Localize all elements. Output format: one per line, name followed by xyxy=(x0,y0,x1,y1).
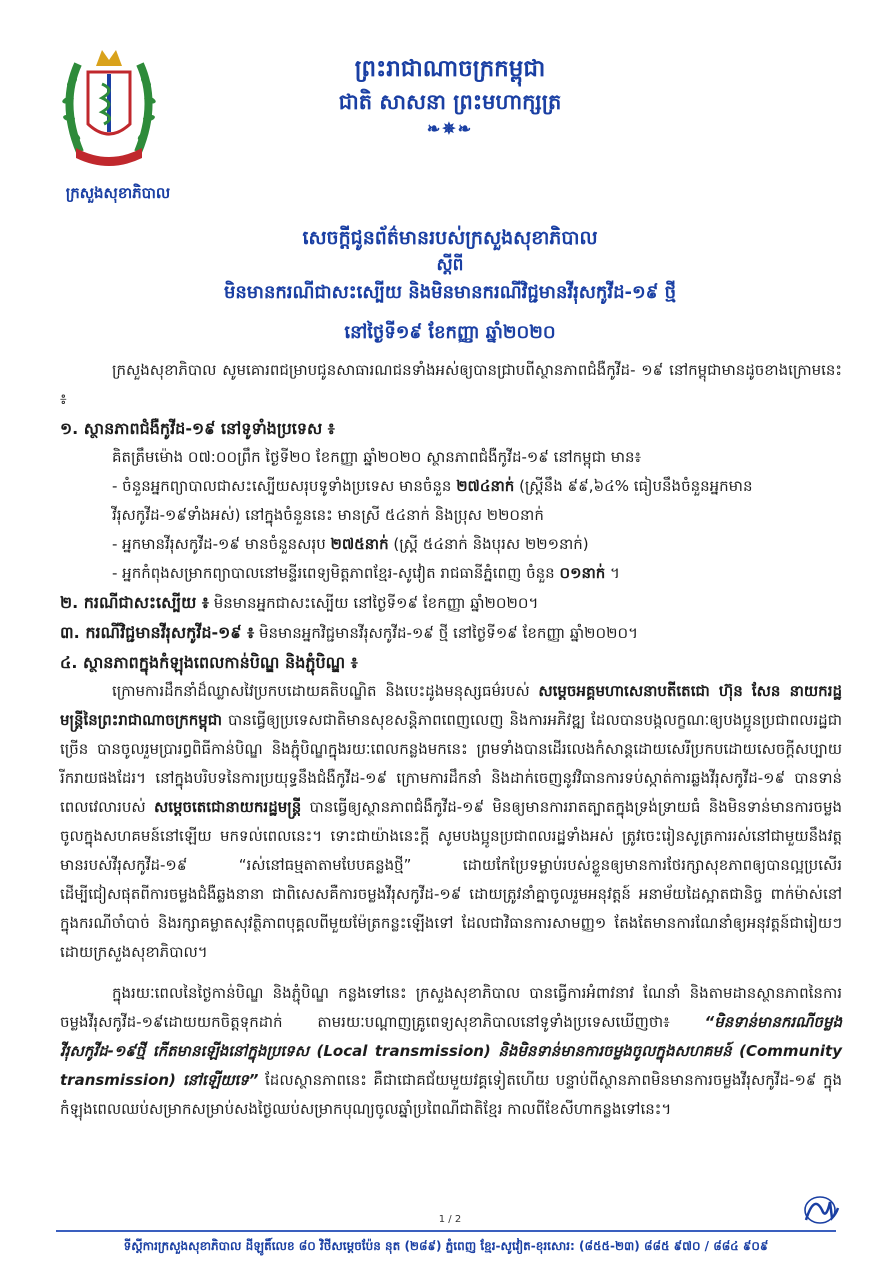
section2-heading: ២. ករណីជាសះស្បើយ ៖ xyxy=(60,593,209,612)
bullet1-pre: - ចំនួនអ្នកព្យាបាលជាសះស្បើយសរុបទូទាំងប្រទេស មានចំនួន xyxy=(112,477,452,495)
title-line3: មិនមានករណីជាសះស្បើយ និងមិនមានករណីវិជ្ជមានវីរុសកូវីដ-១៩ ថ្មី xyxy=(223,282,677,303)
bullet2-post: (ស្ត្រី ៥៤នាក់ និងបុរស ២២១នាក់) xyxy=(393,535,589,553)
s4-p2-c: ដែលស្ថានភាពនេះ គឺជាជោគជ័យមួយវគ្គទៀតហើយ បន្ទាប់ពីស្ថានភាពមិនមានការចម្លងវីរុសកូវីដ-១៩ ក្នុងកំឡុងពេលឈប់សម្រាកសម្រាប់សងថ្ងៃឈប់សម្រាកបុណ្យចូលឆ្នាំប្រពៃណីជាតិខ្មែរ កាលពីខែសីហាកន្លងទៅនេះ។ xyxy=(60,1071,842,1118)
ornament-icon: ❧✵❧ xyxy=(426,119,474,138)
section4-heading: ៤. ស្ថានភាពក្នុងកំឡុងពេលកាន់បិណ្ឌ និងភ្ជុំបិណ្ឌ ៖ xyxy=(60,653,358,672)
document-body xyxy=(60,356,842,1124)
bullet3-post: ។ xyxy=(610,564,620,582)
s4-p1-d: សម្តេចតេជោនាយករដ្ឋមន្ត្រី xyxy=(153,798,302,816)
s4-p1-b: សម្តេចអគ្គមហាសេនាបតីតេជោ ហ៊ុន សែន នាយករដ្ឋមន្ត្រីនៃព្រះរាជាណាចក្រកម្ពុជា xyxy=(60,682,842,729)
title-date: នៅថ្ងៃទី១៩ ខែកញ្ញា ឆ្នាំ២០២០ xyxy=(344,322,556,343)
s4-p2-b: “មិនទាន់មានករណីចម្លងវីរុសកូវីដ-១៩ថ្មី កើតមានឡើងនៅក្នុងប្រទេស (Local transmission) និងមិនទាន់មានការចម្លងចូលក្នុងសហគមន៍ (Community transmission) នៅឡើយទេ” xyxy=(60,1013,842,1089)
signature-icon xyxy=(800,1190,840,1226)
bullet2-pre: - អ្នកមានវីរុសកូវីដ-១៩ មានចំនួនសរុប xyxy=(112,535,326,553)
bullet1-post: (ស្រ្តីនឹង ៩៩,៦៤% ធៀបនឹងចំនួនអ្នកមានវីរុសកូវីដ-១៩ទាំងអស់) នៅក្នុងចំនួននេះ មានស្រី ៥៤នាក់ និងប្រុស ២២០នាក់ xyxy=(112,477,753,524)
section4-paragraph1 xyxy=(60,677,842,967)
intro-paragraph: ក្រសួងសុខាភិបាល សូមគោរពជម្រាបជូនសាធារណជនទាំងអស់ឲ្យបានជ្រាបពីស្ថានភាពជំងឺកូវីដ- ១៩ នៅកម្ពុជាមានដូចខាងក្រោមនេះ ៖ xyxy=(60,361,842,408)
s4-p1-a: ក្រោមការដឹកនាំដ៏ឈ្លាសវៃប្រកបដោយគតិបណ្ឌិត និងបេះដូងមនុស្សធម៌របស់ xyxy=(112,682,530,700)
section1-bullet2 xyxy=(60,530,842,559)
section3-text: មិនមានអ្នកវិជ្ជមានវីរុសកូវីដ-១៩ ថ្មី នៅថ្ងៃទី១៩ ខែកញ្ញា ឆ្នាំ២០២០។ xyxy=(258,624,639,642)
section2-text: មិនមានអ្នកជាសះស្បើយ នៅថ្ងៃទី១៩ ខែកញ្ញា ឆ្នាំ២០២០។ xyxy=(213,594,539,612)
section1-line-a: គិតត្រឹមម៉ោង ០៧:០០ព្រឹក ថ្ងៃទី២០ ខែកញ្ញា ឆ្នាំ២០២០ ស្ថានភាពជំងឺកូវីដ-១៩ នៅកម្ពុជា មាន៖ xyxy=(112,448,642,466)
ministry-logo-icon xyxy=(58,44,160,174)
s4-p2-a: ក្នុងរយៈពេលនៃថ្ងៃកាន់បិណ្ឌ និងភ្ជុំបិណ្ឌ កន្លងទៅនេះ ក្រសួងសុខាភិបាល បានធ្វើការអំពាវនាវ ណែនាំ និងតាមដានស្ថានភាពនៃការចម្លងវីរុសកូវីដ-១៩ដោយយកចិត្តទុកដាក់ តាមរយៈបណ្តាញគ្រូពេទ្យសុខាភិបាលនៅទូទាំងប្រទេសឃើញថា៖ xyxy=(60,984,842,1031)
bullet3-pre: - អ្នកកំពុងសម្រាកព្យាបាលនៅមន្ទីរពេទ្យមិត្តភាពខ្មែរ-សូវៀត រាជធានីភ្នំពេញ ចំនួន xyxy=(112,564,555,582)
title-line2: ស្តីពី xyxy=(436,255,464,275)
page-number: 1 / 2 xyxy=(438,1214,462,1225)
title-line1: សេចក្តីជូនព័ត៌មានរបស់ក្រសួងសុខាភិបាល xyxy=(302,227,598,249)
ministry-name: ក្រសួងសុខាភិបាល xyxy=(65,184,171,202)
footer-address: ទីស្តីការក្រសួងសុខាភិបាល ដីឡូតិ៍លេខ ៨០ វិថីសម្តេចប៉ែន នុត (២៨៩) ភ្នំពេញ ខ្មែរ-សូវៀត-ខុរសោរ: (៨៥៥-២៣) ៨៨៥ ៩៧០ / ៨៨៤ ៩០៩ xyxy=(123,1239,769,1253)
section4-paragraph2 xyxy=(60,979,842,1124)
bullet3-bold: ០១នាក់ xyxy=(559,564,606,582)
section3 xyxy=(60,618,842,648)
section1-bullet1 xyxy=(60,472,842,530)
kingdom-line2: ជាតិ សាសនា ព្រះមហាក្សត្រ xyxy=(338,89,562,114)
footer-divider xyxy=(56,1230,836,1232)
s4-p1-e: បានធ្វើឲ្យស្ថានភាពជំងឺកូវីដ-១៩ មិនឲ្យមានការរាតត្បាតក្នុងទ្រង់ទ្រាយធំ និងមិនទាន់មានការចម្លងចូលក្នុងសហគមន៍នៅឡើយ មកទល់ពេលនេះ។ ទោះជាយ៉ាងនេះក្តី សូមបងប្អូនប្រជាពលរដ្ឋទាំងអស់ ត្រូវចេះរៀនសូត្រការរស់នៅជាមួយនឹងវត្តមានរបស់វីរុសកូវីដ-១៩ “រស់នៅធម្មតាតាមបែបគន្លងថ្មី” ដោយកែប្រែទម្លាប់របស់ខ្លួនឲ្យមានការថែរក្សាសុខភាពឲ្យបានល្អប្រសើរ ដើម្បីជៀសផុតពីការចម្លងជំងឺឆ្លងនានា ជាពិសេសគឺការចម្លងវីរុសកូវីដ-១៩ ដោយត្រូវនាំគ្នាចូលរួមអនុវត្តន៍ អនាម័យដៃស្អាតជានិច្ច ពាក់ម៉ាស់នៅក្នុងករណីចាំបាច់ និងរក្សាគម្លាតសុវត្ថិភាពបុគ្គលពីមួយម៉ែត្រកន្លះឡើងទៅ ដែលជាវិធានការសាមញ្ញ១ តែងតែមានការណែនាំឲ្យអនុវត្តន៍ជារៀយៗដោយក្រសួងសុខាភិបាល។ xyxy=(60,798,842,961)
bullet1-bold: ២៧៤នាក់ xyxy=(456,477,515,495)
section1-bullet3 xyxy=(60,559,842,588)
kingdom-line1: ព្រះរាជាណាចក្រកម្ពុជា xyxy=(354,55,546,82)
kingdom-header xyxy=(300,52,600,140)
section1-heading: ១. ស្ថានភាពជំងឺកូវីដ-១៩ នៅទូទាំងប្រទេស ៖ xyxy=(60,419,335,438)
section3-heading: ៣. ករណីវិជ្ជមានវីរុសកូវីដ-១៩ ៖ xyxy=(60,623,255,642)
section2 xyxy=(60,588,842,618)
s4-p1-c: បានធ្វើឲ្យប្រទេសជាតិមានសុខសន្តិភាពពេញលេញ និងការអភិវឌ្ឍ ដែលបានបង្កលក្ខណៈឲ្យបងប្អូនប្រជាពលរដ្ឋជាច្រើន បានចូលរួមប្រារព្ធពិធីកាន់បិណ្ឌ និងភ្ជុំបិណ្ឌក្នុងរយៈពេលកន្លងមកនេះ ព្រមទាំងបានដើរលេងកំសាន្តដោយសេរីប្រកបដោយសេចក្តីសប្បាយរីករាយផងដែរ។ នៅក្នុងបរិបទនៃការប្រយុទ្ធនឹងជំងឺកូវីដ-១៩ ក្រោមការដឹកនាំ និងដាក់ចេញនូវវិធានការទប់ស្កាត់ការឆ្លងវីរុសកូវីដ-១៩ បានទាន់ពេលវេលារបស់ xyxy=(60,711,842,816)
bullet2-bold: ២៧៥នាក់ xyxy=(330,535,389,553)
